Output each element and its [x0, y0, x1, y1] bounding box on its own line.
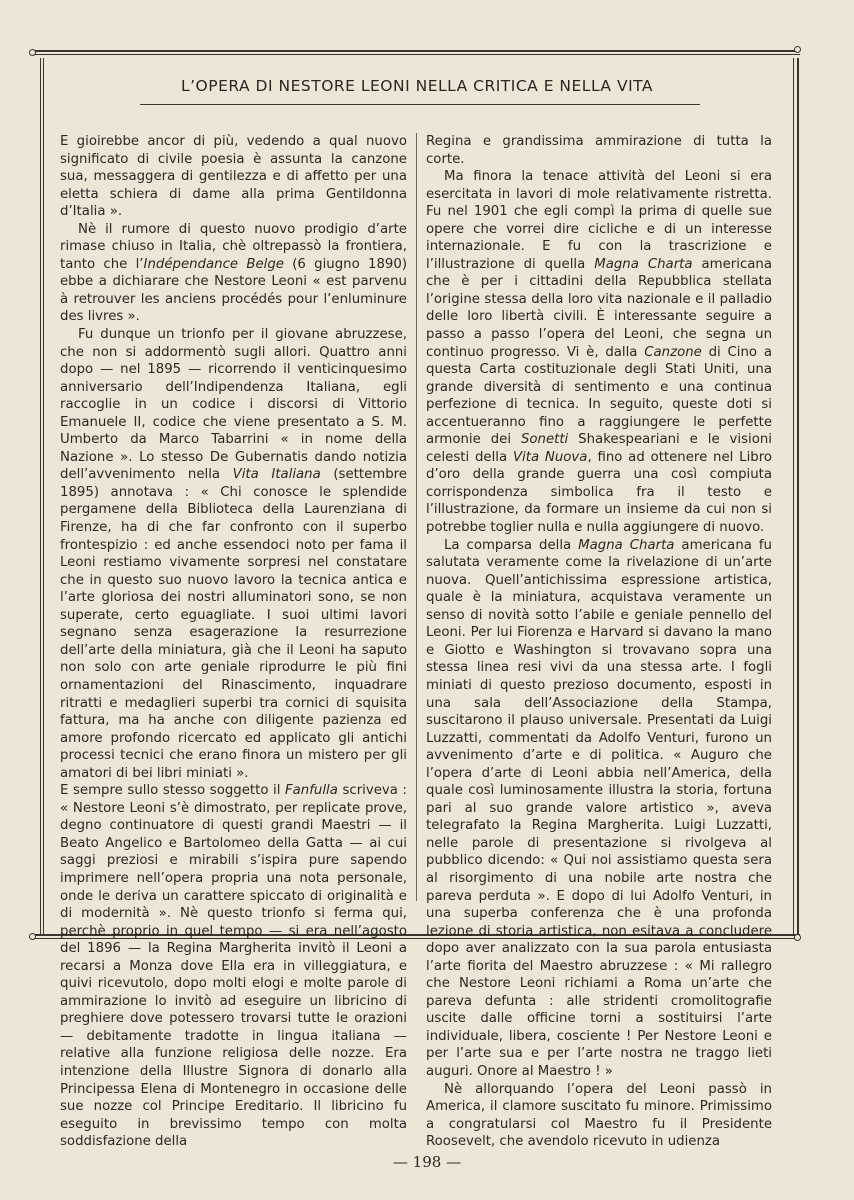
text-run: (settembre 1895) annotava : « Chi conosce le splendide pergamene della Biblioteca della Laurenziana di Firenze, ha di che far confronto con il superbo frontespizio : ed anche essendoci noto per fama il Leoni restiamo vivamente sorpresi nel constatare che in questo suo nuovo lavoro la tecnica antica e l’arte gloriosa dei nostri alluminatori sono, se non superate, certo eguagliate. I suoi ultimi lavori segnano senza esagerazione la resurrezione dell’arte della miniatura, già che il Leoni ha saputo non solo con arte geniale riprodurre le più fini ornamentazioni del Rinascimento, inquadrare ritratti e medaglieri superbi tra cornici di squisita fattura, ma ha anche con diligente pazienza ed amore profondo ricercato ed applicato gli antichi processi tecnici che erano finora un mistero per gli amatori di bei libri miniati ». — [60, 467, 407, 781]
paragraph — [60, 133, 407, 221]
text-run: americana fu salutata veramente come la rivelazione di un’arte nuova. Quell’antichissima espressione artistica, quale è la miniatura, acquistava veramente un senso di novità sotto l’abile e geniale pennello del Leoni. Per lui Fiorenza e Harvard si davano la mano e Giotto e Washington si trovavano sopra una stessa linea resi vivi da una stessa arte. I fogli miniati di questo prezioso documento, esposti in una sala dell’Associazione della Stampa, suscitarono il plauso universale. Presentati da Luigi Luzzatti, commentati da Adolfo Venturi, furono un avvenimento d’arte e di politica. « Auguro che l’opera d’arte di Leoni abbia nell’America, della quale così luminosamente illustra la storia, fortuna pari al suo grande valore artistico », aveva telegrafato la Regina Margherita. Luigi Luzzatti, nelle parole di presentazione si rivolgeva al pubblico dicendo: « Qui noi assistiamo questa sera al risorgimento di una nobile arte nostra che pareva perduta ». E dopo di lui Adolfo Venturi, in una superba conferenza che è una profonda lezione di storia artistica, non esitava a concludere dopo aver analizzato con la sua parola entusiasta l’arte fiorita del Maestro abruzzese : « Mi rallegro che Nestore Leoni richiami a Roma un’arte che pareva defunta : alle stridenti cromolitografie uscite dalle officine torni a sostituirsi l’arte individuale, libera, cosciente ! Per Nestore Leoni e per l’arte sua e per l’arte nostra ne traggo lieti auguri. Onore al Maestro ! » — [426, 537, 772, 1079]
italic-title: Indépendance Belge — [143, 256, 284, 272]
text-run: Shakespeariani e le visioni celesti della — [426, 432, 772, 465]
top-right-ornament — [794, 46, 801, 53]
text-run: Nè il rumore di questo nuovo prodigio d’arte rimase chiuso in Italia, chè oltrepassò la frontiera, tanto che l’ — [60, 221, 407, 272]
text-run: (6 giugno 1890) ebbe a dichiarare che Nestore Leoni « est parvenu à retrouver les anciens procédés pour l’enluminure des livres ». — [60, 256, 408, 325]
text-run: americana che è per i cittadini della Repubblica stellata l’origine stessa della loro vita nazionale e il palladio delle loro libertà civili. È interessante seguire a passo a passo l’opera del Leoni, che segna un continuo progresso. Vi è, dalla — [426, 256, 772, 360]
page-number: — 198 — — [392, 1153, 462, 1171]
bottom-left-ornament — [29, 933, 36, 940]
left-border — [40, 58, 41, 934]
header-rule — [140, 104, 700, 105]
text-run: La comparsa della — [444, 537, 579, 553]
text-run: , fino ad ottenere nel Libro d’oro della grande guerra una così compiuta corrispondenza simbolica fra il testo e l’illustrazione, da formare un insieme da cui non si potrebbe toglier nulla e nulla aggiungere di nuovo. — [426, 449, 773, 536]
italic-title: Vita Italiana — [232, 467, 321, 483]
column-divider — [416, 133, 417, 901]
text-run: Ma finora la tenace attività del Leoni si era esercitata in lavori di mole relativamente ristretta. Fu nel 1901 che egli compì la prima di quelle sue opere che vorrei dire cicliche e di un interesse internazionale. E fu con la trascrizione e l’illustrazione di quella — [426, 169, 772, 272]
text-run: Nè allorquando l’opera del Leoni passò in America, il clamore suscitato fu minore. Primissimo a congratularsi col Maestro fu il Presidente Roosevelt, che avendolo ricevuto in udienza — [426, 1081, 772, 1150]
italic-title: Fanfulla — [285, 783, 338, 799]
paragraph — [426, 133, 772, 168]
paragraph — [60, 221, 407, 326]
right-border — [793, 58, 794, 934]
left-border-inner — [43, 58, 44, 934]
text-run: scriveva : « Nestore Leoni s’è dimostrato, per replicate prove, degno continuatore di questi grandi Maestri — il Beato Angelico e Bartolomeo della Gatta — ai cui saggi preziosi e mirabili s’ispira pure sapendo imprimere nell’opera propria una nota personale, onde le deriva un carattere spiccato di originalità e di modernità ». Nè questo trionfo si ferma qui, perchè proprio in quel tempo — si era nell’agosto del 1896 — la Regina Margherita invitò il Leoni a recarsi a Monza dove Ella era in villeggiatura, e quivi ricevutolo, dopo molti elogi e molte parole di ammirazione lo invitò ad eseguire un libricino di preghiere dove potessero trovarsi tutte le orazioni — debitamente tradotte in lingua italiana — relative alla funzione religiosa delle nozze. Era intenzione della Illustre Signora di donarlo alla Principessa Elena di Montenegro in occasione delle sue nozze col Principe Ereditario. Il libricino fu eseguito in brevissimo tempo con molta soddisfazione della — [60, 783, 407, 1150]
top-rule — [34, 50, 800, 52]
text-run: E sempre sullo stesso soggetto il — [60, 783, 286, 799]
italic-title: Magna Charta — [578, 537, 675, 553]
right-border-inner — [797, 58, 799, 934]
top-left-ornament — [29, 49, 36, 56]
paragraph — [426, 168, 772, 536]
paragraph — [426, 1081, 772, 1151]
text-run: Fu dunque un trionfo per il giovane abruzzese, che non si addormentò sugli allori. Quattro anni dopo — nel 1895 — ricorrendo il venticinquesimo anniversario dell’Indipendenza Italiana, egli raccoglie in un codice i discorsi di Vittorio Emanuele II, codice che viene presentato a S. M. Umberto da Marco Tabarrini « in nome della Nazione ». Lo stesso De Gubernatis dando notizia dell’avvenimento nella — [60, 327, 407, 483]
paragraph — [60, 326, 407, 782]
paragraph — [60, 782, 407, 1150]
paragraph — [426, 537, 772, 1081]
italic-title: Magna Charta — [594, 256, 693, 272]
italic-title: Canzone — [644, 344, 702, 360]
italic-title: Sonetti — [520, 432, 569, 448]
text-run: di Cino a questa Carta costituzionale degli Stati Uniti, una grande diversità di sentimento e una continua perfezione di tecnica. In seguito, queste doti si accentueranno fino a raggiungere le perfette armonie dei — [426, 344, 772, 448]
italic-title: Vita Nuova — [512, 449, 588, 465]
top-rule-thin — [34, 54, 800, 55]
text-run: Regina e grandissima ammirazione di tutta la corte. — [426, 134, 772, 167]
text-run: E gioirebbe ancor di più, vedendo a qual nuovo significato di civile poesia è assunta la canzone sua, messaggera di gentilezza e di affetto per una eletta schiera di dame alla prima Gentildonna d’Italia ». — [60, 134, 407, 220]
left-text-column — [60, 133, 408, 1150]
right-text-column — [426, 133, 773, 1150]
bottom-right-ornament — [794, 934, 801, 941]
running-title: L’OPERA DI NESTORE LEONI NELLA CRITICA E NELLA VITA — [180, 77, 654, 95]
